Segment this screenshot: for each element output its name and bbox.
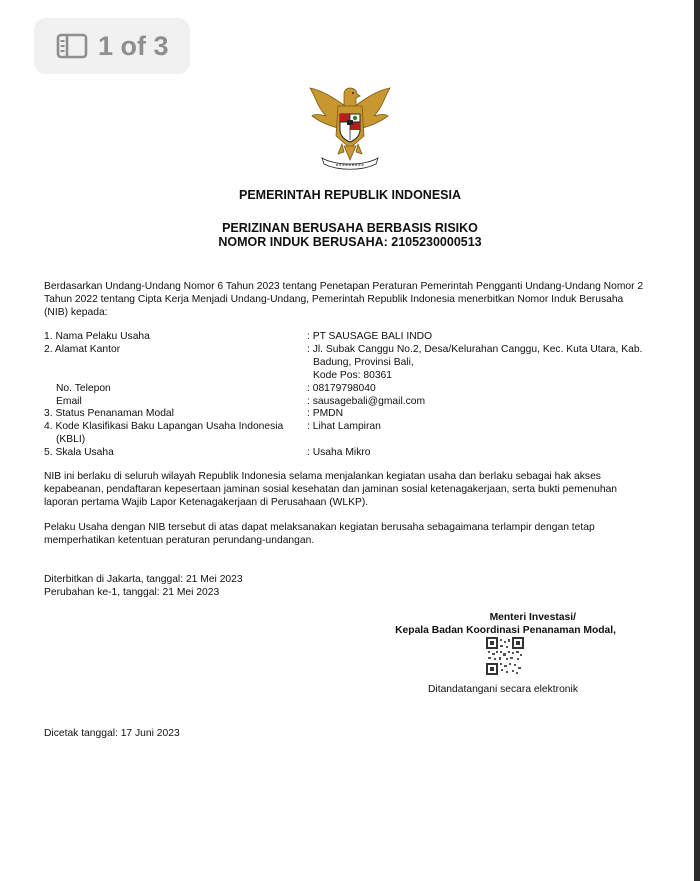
page-indicator[interactable] (34, 18, 190, 74)
field-value-kbli: : Lihat Lampiran (307, 421, 381, 432)
field-value-alamat-3: Kode Pos: 80361 (313, 370, 393, 381)
field-value-telepon: : 08179798040 (307, 383, 376, 394)
viewer-edge (694, 0, 700, 881)
field-label-kbli-2: (KBLI) (56, 434, 86, 445)
intro-line-1: Berdasarkan Undang-Undang Nomor 6 Tahun 2023 tentang Penetapan Peraturan Pemerintah Pengganti Undang-Undang Nomor 2 (44, 281, 644, 292)
garuda-pancasila-emblem (300, 80, 400, 172)
electronic-signature-note: Ditandatangani secara elektronik (428, 684, 578, 695)
permit-title: PERIZINAN BERUSAHA BERBASIS RISIKO (222, 221, 478, 235)
field-label-telepon: No. Telepon (56, 383, 111, 394)
sidebar-icon[interactable] (56, 33, 88, 59)
field-label-status: 3. Status Penanaman Modal (44, 408, 174, 419)
field-label-skala: 5. Skala Usaha (44, 447, 114, 458)
field-value-alamat-1: : Jl. Subak Canggu No.2, Desa/Kelurahan Canggu, Kec. Kuta Utara, Kab. (307, 344, 643, 355)
field-label-email: Email (56, 396, 82, 407)
signer-title-1: Menteri Investasi/ (489, 612, 576, 623)
qr-code-icon (486, 637, 524, 675)
validity-line-2: kepabeanan, pendaftaran kepesertaan jaminan sosial kesehatan dan jaminan sosial ketenagakerjaan, serta bukti pemenuhan (44, 484, 618, 495)
intro-line-2: Tahun 2022 tentang Cipta Kerja Menjadi Undang-Undang, Pemerintah Republik Indonesia menerbitkan Nomor Induk Berusaha (44, 294, 624, 305)
authorization-line-1: Pelaku Usaha dengan NIB tersebut di atas dapat melaksanakan kegiatan berusaha sebagaimana terlampir dengan tetap (44, 522, 595, 533)
field-label-alamat: 2. Alamat Kantor (44, 344, 121, 355)
field-value-email: : sausagebali@gmail.com (307, 396, 426, 407)
authorization-line-2: memperhatikan ketentuan peraturan perundang-undangan. (44, 535, 315, 546)
revision-date: Perubahan ke-1, tanggal: 21 Mei 2023 (44, 587, 220, 598)
field-label-kbli-1: 4. Kode Klasifikasi Baku Lapangan Usaha Indonesia (44, 421, 284, 432)
field-value-alamat-2: Badung, Provinsi Bali, (313, 357, 414, 368)
validity-line-3: laporan pertama Wajib Lapor Ketenagakerjaan di Perusahaan (WLKP). (44, 497, 369, 508)
field-label-nama: 1. Nama Pelaku Usaha (44, 331, 150, 342)
signer-title-2: Kepala Badan Koordinasi Penanaman Modal, (395, 625, 616, 636)
page-count-label: 1 of 3 (98, 30, 169, 61)
issued-date: Diterbitkan di Jakarta, tanggal: 21 Mei 2023 (44, 574, 243, 585)
field-value-skala: : Usaha Mikro (307, 447, 371, 458)
field-value-status: : PMDN (307, 408, 344, 419)
intro-line-3: (NIB) kepada: (44, 307, 108, 318)
government-title: PEMERINTAH REPUBLIK INDONESIA (238, 188, 461, 202)
nib-title: NOMOR INDUK BERUSAHA: 2105230000513 (218, 235, 482, 249)
validity-line-1: NIB ini berlaku di seluruh wilayah Republik Indonesia selama menjalankan kegiatan usaha dan berlaku sebagai hak akses (44, 471, 601, 482)
printed-date: Dicetak tanggal: 17 Juni 2023 (44, 728, 180, 739)
field-value-nama: : PT SAUSAGE BALI INDO (307, 331, 433, 342)
